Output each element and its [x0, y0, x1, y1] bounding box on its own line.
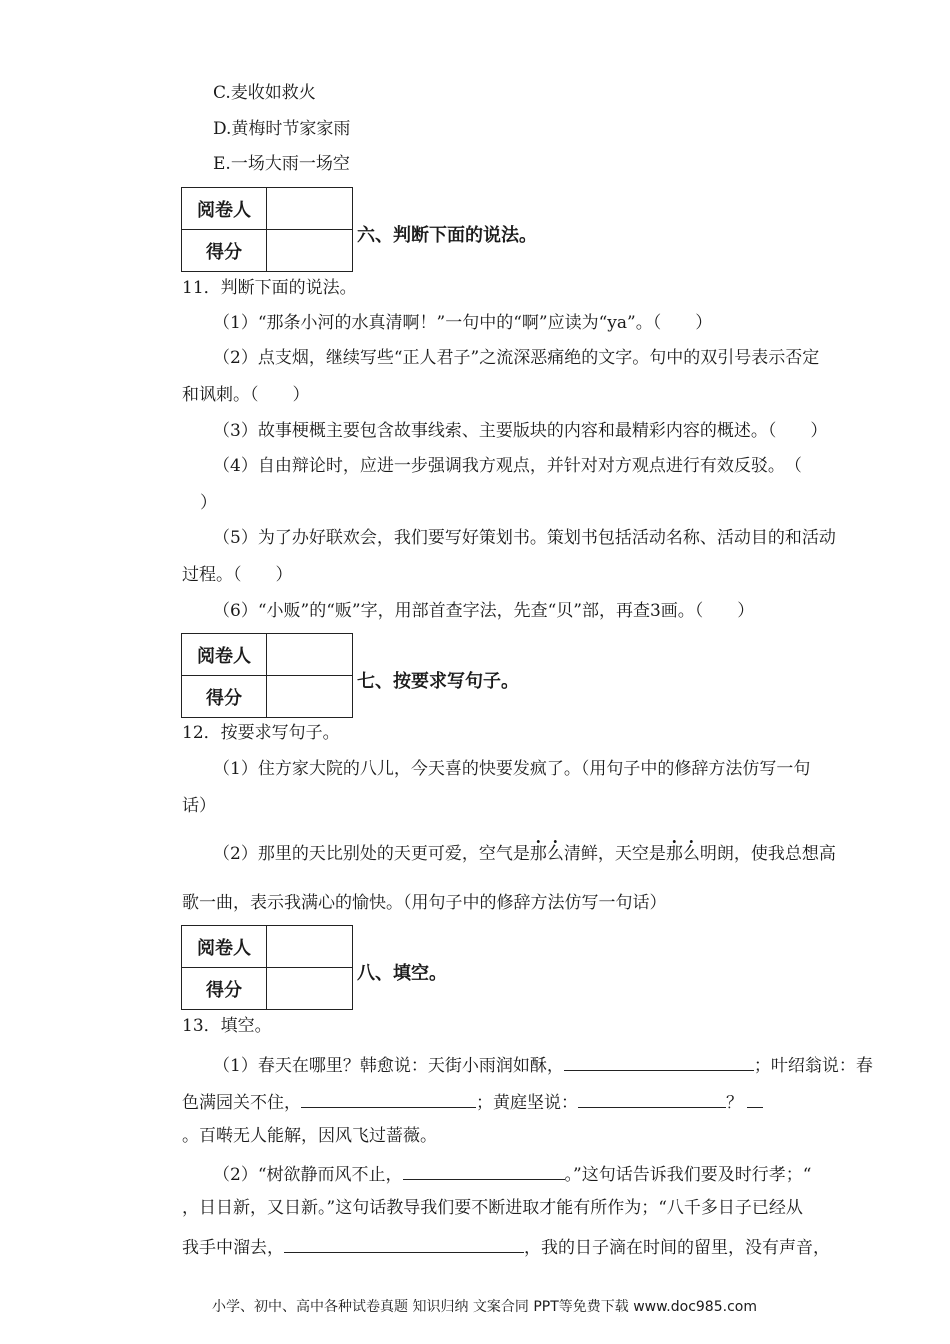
- q13-line-4a: （2）“树欲静而风不止，: [213, 1165, 403, 1185]
- score-cell: [267, 230, 353, 272]
- blank-4[interactable]: [747, 1089, 763, 1108]
- q13-line-3: 。百啭无人能解，因风飞过蔷薇。: [182, 1126, 437, 1146]
- score-label: 得分: [182, 968, 267, 1010]
- q13-line-2a: 色满园关不住，: [182, 1093, 301, 1113]
- option-e: E.一场大雨一场空: [213, 154, 350, 174]
- q12-item-2-cont: 歌一曲，表示我满心的愉快。（用句子中的修辞方法仿写一句话）: [182, 893, 667, 913]
- blank-6[interactable]: [284, 1234, 524, 1253]
- q13-line-1a: （1）春天在哪里？韩愈说：天街小雨润如酥，: [213, 1056, 564, 1076]
- blank-2[interactable]: [301, 1089, 476, 1108]
- reviewer-label: 阅卷人: [182, 188, 267, 230]
- q13-line-2: [182, 1089, 763, 1114]
- score-cell: [267, 676, 353, 718]
- score-label: 得分: [182, 676, 267, 718]
- q11-item-1: （1）“那条小河的水真清啊！”一句中的“啊”应读为“ya”。（ ）: [213, 313, 713, 333]
- q11-item-2: （2）点支烟，继续写些“正人君子”之流深恶痛绝的文字。句中的双引号表示否定: [213, 348, 820, 368]
- q11-item-4-cont: ）: [200, 493, 217, 513]
- q12-item-1: （1）住方家大院的八儿，今天喜的快要发疯了。（用句子中的修辞方法仿写一句: [213, 759, 811, 779]
- blank-1[interactable]: [564, 1052, 754, 1071]
- q13-line-6a: 我手中溜去，: [182, 1238, 284, 1258]
- q12-item-2-mid: 清鲜，天空是: [563, 844, 666, 864]
- score-box-6: [181, 187, 353, 272]
- blank-5[interactable]: [403, 1161, 565, 1180]
- q11-item-6: （6）“小贩”的“贩”字，用部首查字法，先查“贝”部，再查3画。（ ）: [213, 601, 755, 621]
- q12-item-2-pre: （2）那里的天比别处的天更可爱，空气是: [213, 844, 530, 864]
- score-box-7: [181, 633, 353, 718]
- q12-item-1-cont: 话）: [182, 796, 216, 816]
- q11-item-3: （3）故事梗概主要包含故事线索、主要版块的内容和最精彩内容的概述。（ ）: [213, 421, 828, 441]
- question-13: 13．填空。: [182, 1016, 272, 1036]
- emphasis-dots-1: 那么: [529, 844, 564, 864]
- blank-3[interactable]: [578, 1089, 726, 1108]
- question-11: 11．判断下面的说法。: [182, 278, 357, 298]
- q13-line-2c: ？: [726, 1093, 743, 1113]
- q12-item-2-post: 明朗，使我总想高: [699, 844, 836, 864]
- reviewer-cell: [267, 634, 353, 676]
- q13-line-5: ，日日新，又日新。”这句话教导我们要不断进取才能有所作为；“八千多日子已经从: [182, 1198, 803, 1218]
- option-d: D.黄梅时节家家雨: [213, 119, 351, 139]
- section6-heading: 六、判断下面的说法。: [357, 225, 537, 246]
- page-footer: 小学、初中、高中各种试卷真题 知识归纳 文案合同 PPT等免费下载 www.doc985.com: [212, 1299, 757, 1315]
- reviewer-cell: [267, 188, 353, 230]
- q11-item-5: （5）为了办好联欢会，我们要写好策划书。策划书包括活动名称、活动目的和活动: [213, 528, 836, 548]
- score-label: 得分: [182, 230, 267, 272]
- q13-line-4b: 。”这句话告诉我们要及时行孝；“: [564, 1165, 812, 1185]
- q13-line-4: [213, 1161, 811, 1186]
- reviewer-label: 阅卷人: [182, 926, 267, 968]
- q11-item-2-cont: 和讽刺。（ ）: [182, 385, 310, 405]
- q13-line-1b: ；叶绍翁说：春: [753, 1056, 873, 1076]
- section7-heading: 七、按要求写句子。: [357, 671, 519, 692]
- q12-item-2: [213, 843, 836, 865]
- q11-item-5-cont: 过程。（ ）: [182, 565, 293, 585]
- q11-item-4: （4）自由辩论时，应进一步强调我方观点，并针对对方观点进行有效反驳。 （: [213, 456, 802, 476]
- q13-line-1: [213, 1052, 873, 1077]
- question-12: 12．按要求写句子。: [182, 723, 340, 743]
- reviewer-cell: [267, 926, 353, 968]
- score-cell: [267, 968, 353, 1010]
- score-box-8: [181, 925, 353, 1010]
- reviewer-label: 阅卷人: [182, 634, 267, 676]
- section8-heading: 八、填空。: [357, 963, 447, 984]
- option-c: C.麦收如救火: [213, 83, 316, 103]
- q13-line-6b: ，我的日子滴在时间的留里，没有声音，: [524, 1238, 830, 1258]
- q13-line-6: [182, 1234, 830, 1259]
- emphasis-dots-2: 那么: [665, 844, 700, 864]
- q13-line-2b: ；黄庭坚说：: [476, 1093, 578, 1113]
